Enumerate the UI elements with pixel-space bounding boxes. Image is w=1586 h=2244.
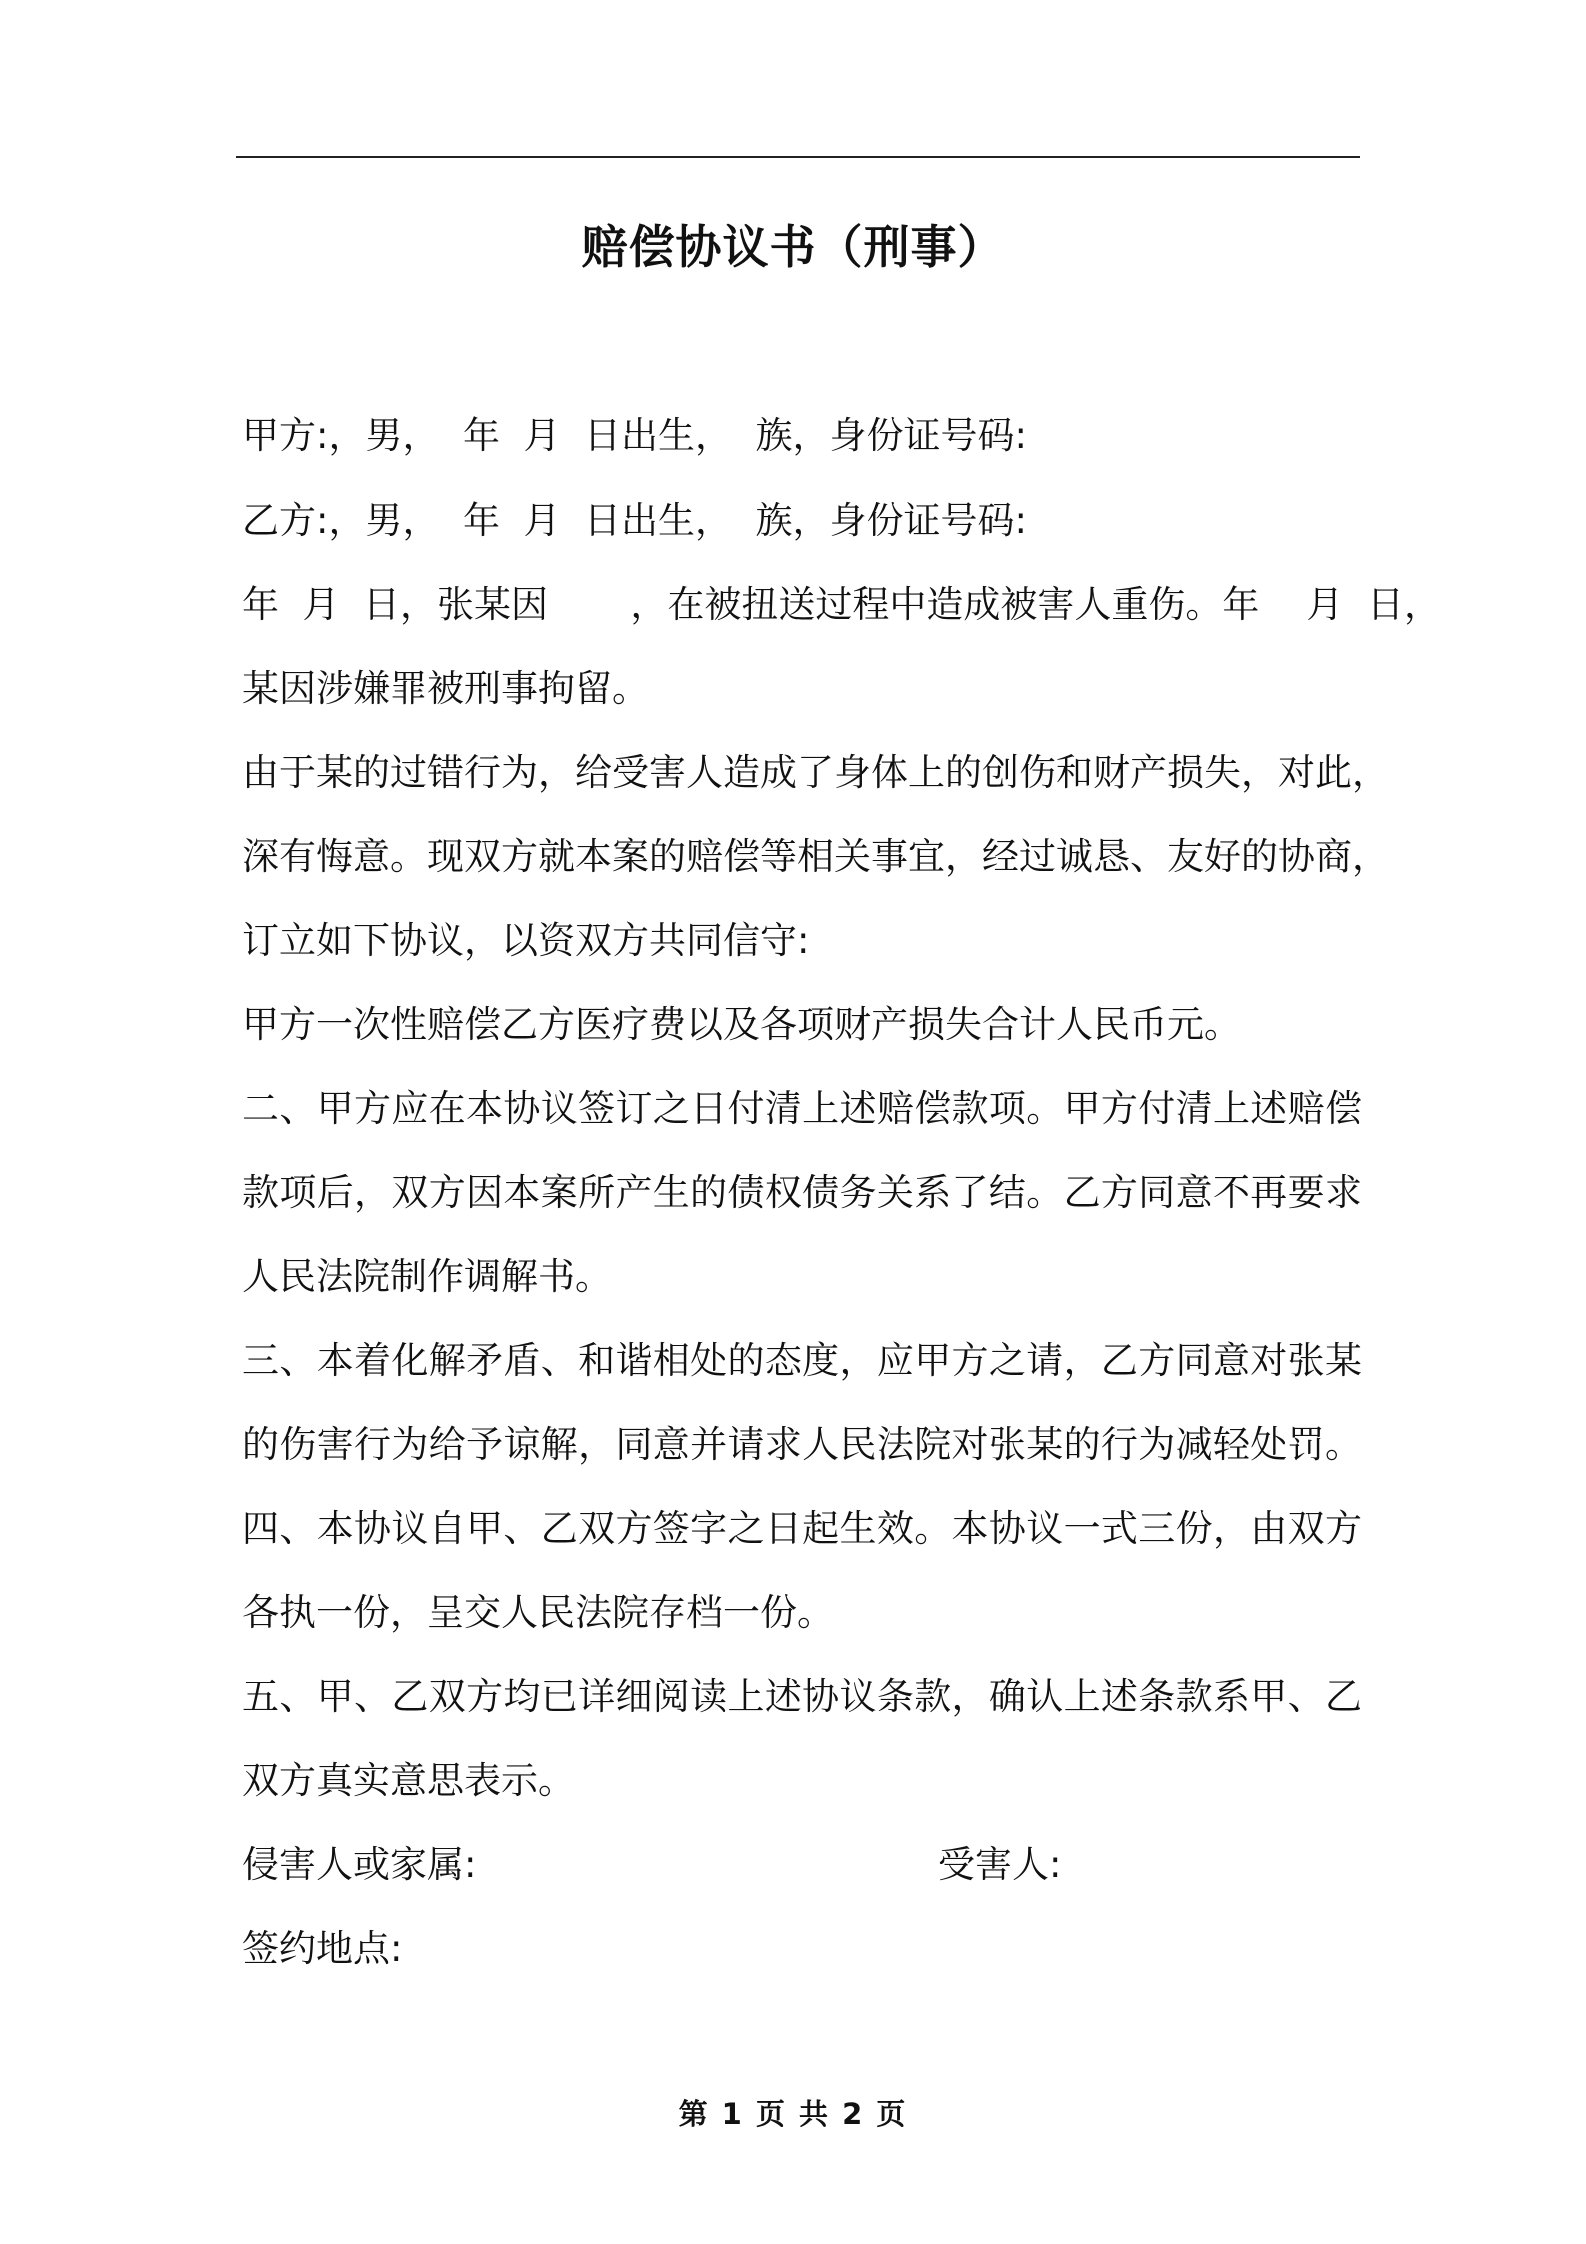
body-line: 某因涉嫌罪被刑事拘留。: [242, 667, 649, 710]
clause-3-line: 三、本着化解矛盾、和谐相处的态度，应甲方之请，乙方同意对张某: [242, 1339, 1362, 1382]
body-line: 由于某的过错行为，给受害人造成了身体上的创伤和财产损失，对此，: [242, 751, 1389, 794]
document-title: 赔偿协议书（刑事）: [581, 220, 1005, 274]
party-a-line: 甲方:，男， 年 月 日出生， 族，身份证号码:: [242, 414, 1028, 457]
offender-signature-label: 侵害人或家属:: [242, 1843, 477, 1886]
clause-2-line: 人民法院制作调解书。: [242, 1255, 612, 1298]
page-number: 第 1 页 共 2 页: [678, 2097, 908, 2131]
clause-1-line: 甲方一次性赔偿乙方医疗费以及各项财产损失合计人民币元。: [242, 1003, 1241, 1046]
clause-2-line: 款项后，双方因本案所产生的债权债务关系了结。乙方同意不再要求: [242, 1171, 1362, 1214]
signing-place-label: 签约地点:: [242, 1927, 403, 1970]
clause-3-line: 的伤害行为给予谅解，同意并请求人民法院对张某的行为减轻处罚。: [242, 1423, 1362, 1466]
victim-signature-label: 受害人:: [938, 1843, 1062, 1886]
party-b-line: 乙方:，男， 年 月 日出生， 族，身份证号码:: [242, 499, 1028, 542]
clause-5-line: 五、甲、乙双方均已详细阅读上述协议条款，确认上述条款系甲、乙: [242, 1675, 1362, 1718]
clause-2-line: 二、甲方应在本协议签订之日付清上述赔偿款项。甲方付清上述赔偿: [242, 1087, 1362, 1130]
body-line: 深有悔意。现双方就本案的赔偿等相关事宜，经过诚恳、友好的协商，: [242, 835, 1389, 878]
clause-4-line: 各执一份，呈交人民法院存档一份。: [242, 1591, 834, 1634]
body-line: 订立如下协议，以资双方共同信守:: [242, 919, 810, 962]
body-line: 年 月 日，张某因 ，在被扭送过程中造成被害人重伤。年 月 日，: [242, 583, 1441, 626]
header-rule: [236, 156, 1360, 158]
clause-5-line: 双方真实意思表示。: [242, 1759, 575, 1802]
clause-4-line: 四、本协议自甲、乙双方签字之日起生效。本协议一式三份，由双方: [242, 1507, 1362, 1550]
